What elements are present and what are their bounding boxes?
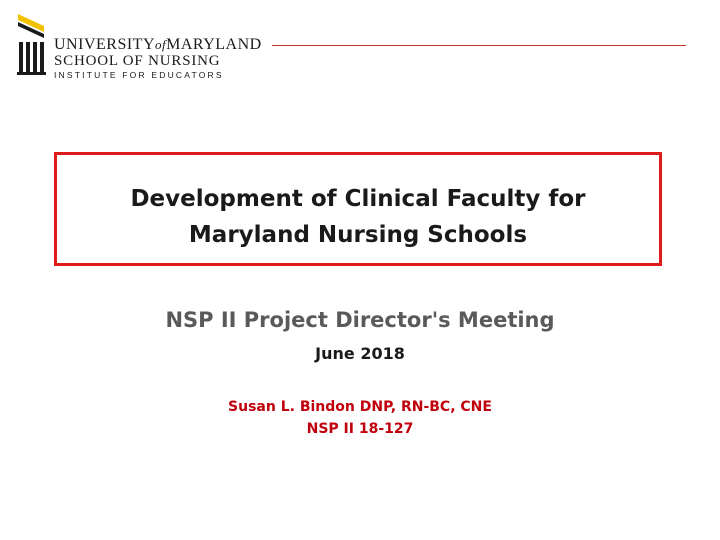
- title-box: [54, 152, 662, 266]
- building-columns-icon: [14, 12, 50, 78]
- logo-wordmark: [54, 36, 262, 81]
- logo-university-name: UNIVERSITYofMARYLAND: [54, 36, 262, 53]
- presenter-name: Susan L. Bindon DNP, RN-BC, CNE: [228, 399, 492, 415]
- header-divider: [272, 45, 686, 46]
- presenter-info: [0, 396, 720, 440]
- title-line-1: Development of Clinical Faculty for: [130, 186, 586, 212]
- logo-institute-name: INSTITUTE FOR EDUCATORS: [54, 70, 224, 80]
- slide-title: [57, 181, 659, 253]
- slide-subtitle: NSP II Project Director's Meeting: [165, 308, 555, 332]
- slide-date: June 2018: [315, 344, 405, 363]
- title-line-2: Maryland Nursing Schools: [188, 222, 528, 248]
- university-logo: [14, 12, 274, 84]
- grant-number: NSP II 18-127: [306, 421, 414, 437]
- logo-school-name: SCHOOL OF NURSING: [54, 53, 221, 69]
